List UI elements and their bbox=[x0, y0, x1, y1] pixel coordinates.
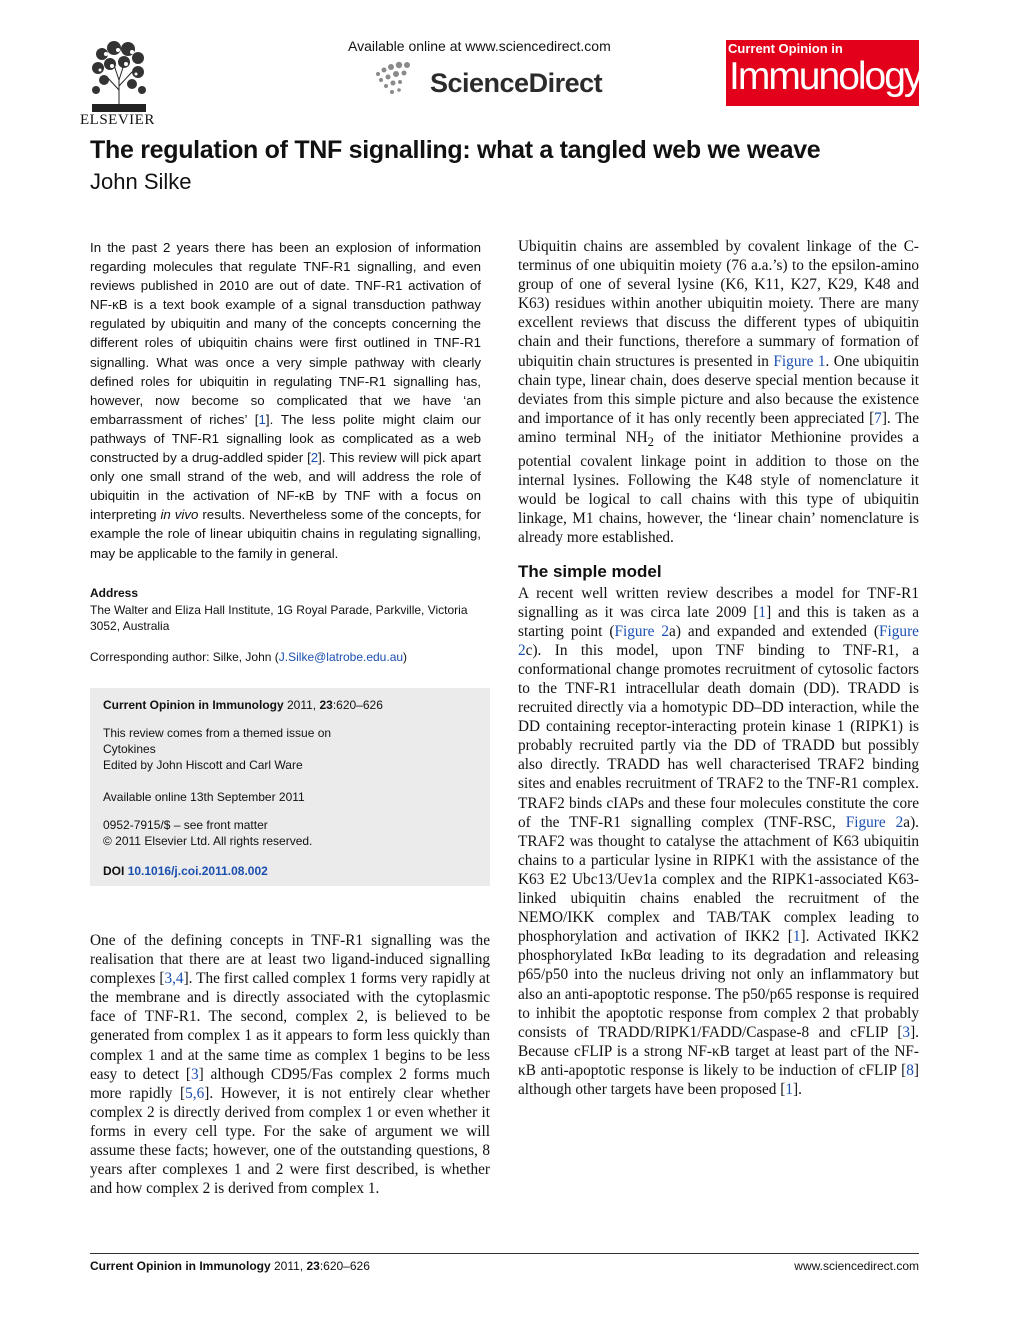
body-text: ]. The first called complex 1 forms very rapidly at the membrane and is directly associated with the cytoplasmic face of TNF-R1. The second, complex 2, is believed to be generated from complex 1 as it appears to form less quickly than complex 1 and at the same time as complex 1 begins to be less easy to detect [ bbox=[90, 970, 490, 1083]
article-title: The regulation of TNF signalling: what a tangled web we weave bbox=[90, 136, 821, 164]
info-pages: :620–626 bbox=[332, 698, 383, 712]
ref-link[interactable]: 5,6 bbox=[185, 1084, 205, 1102]
footer-pages: :620–626 bbox=[319, 1259, 370, 1273]
body-text: a) and expanded and extended ( bbox=[669, 622, 880, 640]
sciencedirect-dots-icon bbox=[372, 60, 412, 100]
info-citation bbox=[103, 698, 383, 712]
ref-link[interactable]: 3 bbox=[191, 1065, 199, 1083]
elsevier-tree-logo bbox=[88, 40, 150, 112]
body-left-column bbox=[90, 931, 490, 1198]
body-text: ]. The amino terminal NH bbox=[518, 409, 919, 446]
info-themed: This review comes from a themed issue on bbox=[103, 726, 332, 740]
body-text: c). In this model, upon TNF binding to TNF-R1, a conformational change promotes recruitment of cytosolic factors to the TNF-R1 intracellular death domain (DD). TRADD is recruited directly via a homotypic DD–DD interaction, while the DD containing receptor-interacting protein kinase 1 (RIPK1) is probably recruited partly via the DD of TRADD but possibly also directly. TRADD has well characterised TRAF2 binding sites and enables recruitment of TRAF2 to the TNF-R1 complex. TRAF2 binds cIAPs and these four molecules constitute the core of the TNF-R1 signalling complex (TNF-RSC, bbox=[518, 641, 919, 831]
doi-link[interactable]: 10.1016/j.coi.2011.08.002 bbox=[127, 864, 268, 878]
paragraph bbox=[518, 237, 919, 548]
info-year: 2011, bbox=[283, 698, 320, 712]
article-author: John Silke bbox=[90, 169, 192, 194]
body-text: of the initiator Methionine provides a potential covalent linkage point in addition to those on the internal lysines. Following the K48 style of nomenclature it would be logical to call chains with this type of ubiquitin linkage, M1 chains, however, the ‘linear chain’ nomenclature is already more established. bbox=[518, 428, 919, 547]
address-heading: Address bbox=[90, 586, 139, 600]
section-heading: The simple model bbox=[518, 561, 662, 581]
body-text: ]. Activated IKK2 phosphorylated IκBα leading to its degradation and releasing p65/p50 into the nucleus driving not only an inflammatory but also an anti-apoptotic response. The p50/p65 response is required to inhibit the apoptotic response from complex 2 that probably consists of TRADD/RIPK1/FADD/Caspase-8 and cFLIP [ bbox=[518, 928, 919, 1041]
info-edited: Edited by John Hiscott and Carl Ware bbox=[103, 758, 303, 772]
abstract-text: ]. The less polite might claim our pathways of TNF-R1 signalling look as complicated as a web constructed by a drug-addled spider [ bbox=[90, 411, 481, 466]
abstract-text: In the past 2 years there has been an explosion of information regarding molecules that regulate TNF-R1 signalling, and even reviews published in 2010 are out of date. TNF-R1 activation of NF-κB is a text book example of a signal transduction pathway regulated by ubiquitin and many of the concepts concerning the different roles of ubiquitin chains were first outlined in TNF-R1 signalling. What was once a very simple pathway with clearly defined roles for ubiquitin in regulating TNF-R1 signalling has, however, now become so complicated that we have ‘an embarrassment of riches’ [ bbox=[90, 240, 481, 427]
footer-volume: 23 bbox=[306, 1259, 320, 1273]
paragraph bbox=[90, 931, 490, 1198]
ref-link[interactable]: 3 bbox=[902, 1023, 911, 1041]
abstract bbox=[90, 238, 481, 563]
doi-label: DOI bbox=[103, 864, 125, 878]
footer-url[interactable]: www.sciencedirect.com bbox=[794, 1259, 919, 1273]
body-text: ]. Because cFLIP is a strong NF-κB target at least part of the NF-κB anti-apoptotic response is likely to be induction of cFLIP [ bbox=[518, 1023, 919, 1079]
body-right-column bbox=[518, 237, 919, 1099]
info-topic: Cytokines bbox=[103, 742, 156, 756]
ref-link[interactable]: 8 bbox=[906, 1061, 914, 1079]
body-text: ] although CD95/Fas complex 2 forms much more rapidly [ bbox=[90, 1065, 490, 1102]
body-text: a). TRAF2 was thought to catalyse the attachment of K63 ubiquitin chains to a particular lysine in RIPK1 with the assistance of the K63 E2 Ubc13/Uev1a complex and the RIPK1-associated K63-linked ubiquitin chains enabled the recruitment of the NEMO/IKK complex and TAB/TAK complex leading to phosphorylation and activation of IKK2 [ bbox=[518, 813, 919, 946]
body-text: ]. However, it is not entirely clear whether complex 2 is directly derived from complex 1 or even whether it forms in every cell type. For the sake of argument we will assume these facts; however, one of the outstanding questions, 8 years after complexes 1 and 2 were first described, is whether and how complex 2 is derived from complex 1. bbox=[90, 1084, 490, 1198]
figure-link[interactable]: Figure 2 bbox=[518, 622, 919, 659]
footer-journal: Current Opinion in Immunology bbox=[90, 1259, 271, 1273]
subscript: 2 bbox=[647, 434, 655, 449]
ref-link[interactable]: 7 bbox=[874, 409, 882, 427]
body-text: ] and this is taken as a starting point ( bbox=[518, 603, 919, 640]
email-link[interactable]: J.Silke@latrobe.edu.au bbox=[278, 650, 404, 664]
figure-link[interactable]: Figure 2 bbox=[614, 622, 670, 640]
footer-citation bbox=[90, 1259, 370, 1273]
ref-link[interactable]: 1 bbox=[792, 928, 801, 946]
footer-divider bbox=[90, 1253, 919, 1254]
body-text: Ubiquitin chains are assembled by covalent linkage of the C-terminus of one ubiquitin moiety (76 a.a.’s) to the epsilon-amino group of one of several lysine (K6, K11, K27, K29, K48 and K63) residues within another ubiquitin moiety. There are many excellent reviews that discuss the different types of ubiquitin chain and their functions, therefore a summary of formation of ubiquitin chain structures is presented in bbox=[518, 238, 919, 370]
journal-logo-name: Immunology bbox=[729, 55, 922, 98]
info-available: Available online 13th September 2011 bbox=[103, 790, 305, 804]
abstract-italic: in vivo bbox=[160, 507, 199, 523]
corresponding-author bbox=[90, 650, 407, 664]
article-info-box bbox=[90, 688, 490, 886]
body-text: ]. bbox=[793, 1080, 802, 1098]
body-text: ] although other targets have been proposed [ bbox=[518, 1061, 919, 1098]
address-text: The Walter and Eliza Hall Institute, 1G Royal Parade, Parkville, Victoria 3052, Australia bbox=[90, 603, 468, 633]
abstract-text: results. Nevertheless some of the concepts, for example the role of linear ubiquitin chains in regulating signalling, may be applicable to the family in general. bbox=[90, 507, 481, 561]
publisher-name: ELSEVIER bbox=[80, 112, 155, 128]
abstract-text: ]. This review will pick apart only one small strand of the web, and will address the role of ubiquitin in the activation of NF-κB by TNF with a focus on interpreting bbox=[90, 450, 481, 523]
info-issn: 0952-7915/$ – see front matter bbox=[103, 818, 268, 832]
journal-logo-box bbox=[726, 40, 922, 106]
body-text: . One ubiquitin chain type, linear chain, does deserve special mention because it deviates from this simple picture and also because the existence and importance of it has only recently been appreciated [ bbox=[518, 352, 920, 427]
footer-year: 2011, bbox=[270, 1259, 307, 1273]
ref-link[interactable]: 2 bbox=[310, 450, 319, 466]
ref-link[interactable]: 1 bbox=[258, 411, 266, 427]
ref-link[interactable]: 3,4 bbox=[164, 970, 184, 988]
ref-link[interactable]: 1 bbox=[785, 1080, 793, 1098]
journal-logo-top: Current Opinion in bbox=[728, 41, 843, 56]
info-doi bbox=[103, 864, 268, 878]
sciencedirect-wordmark: ScienceDirect bbox=[430, 68, 603, 98]
body-text: One of the defining concepts in TNF-R1 signalling was the realisation that there are at least two ligand-induced signalling complexes [ bbox=[90, 932, 490, 988]
info-volume: 23 bbox=[319, 698, 333, 712]
info-journal: Current Opinion in Immunology bbox=[103, 698, 284, 712]
available-online-text[interactable]: Available online at www.sciencedirect.com bbox=[348, 38, 611, 54]
paragraph bbox=[518, 584, 919, 1100]
figure-link[interactable]: Figure 2 bbox=[845, 813, 904, 831]
figure-link[interactable]: Figure 1 bbox=[773, 352, 826, 370]
body-text: A recent well written review describes a model for TNF-R1 signalling as it was circa late 2009 [ bbox=[518, 584, 919, 621]
ref-link[interactable]: 1 bbox=[758, 603, 767, 621]
corr-label: Corresponding author: Silke, John ( bbox=[90, 650, 279, 664]
corr-suffix: ) bbox=[403, 650, 408, 664]
info-copyright: © 2011 Elsevier Ltd. All rights reserved. bbox=[103, 834, 313, 848]
